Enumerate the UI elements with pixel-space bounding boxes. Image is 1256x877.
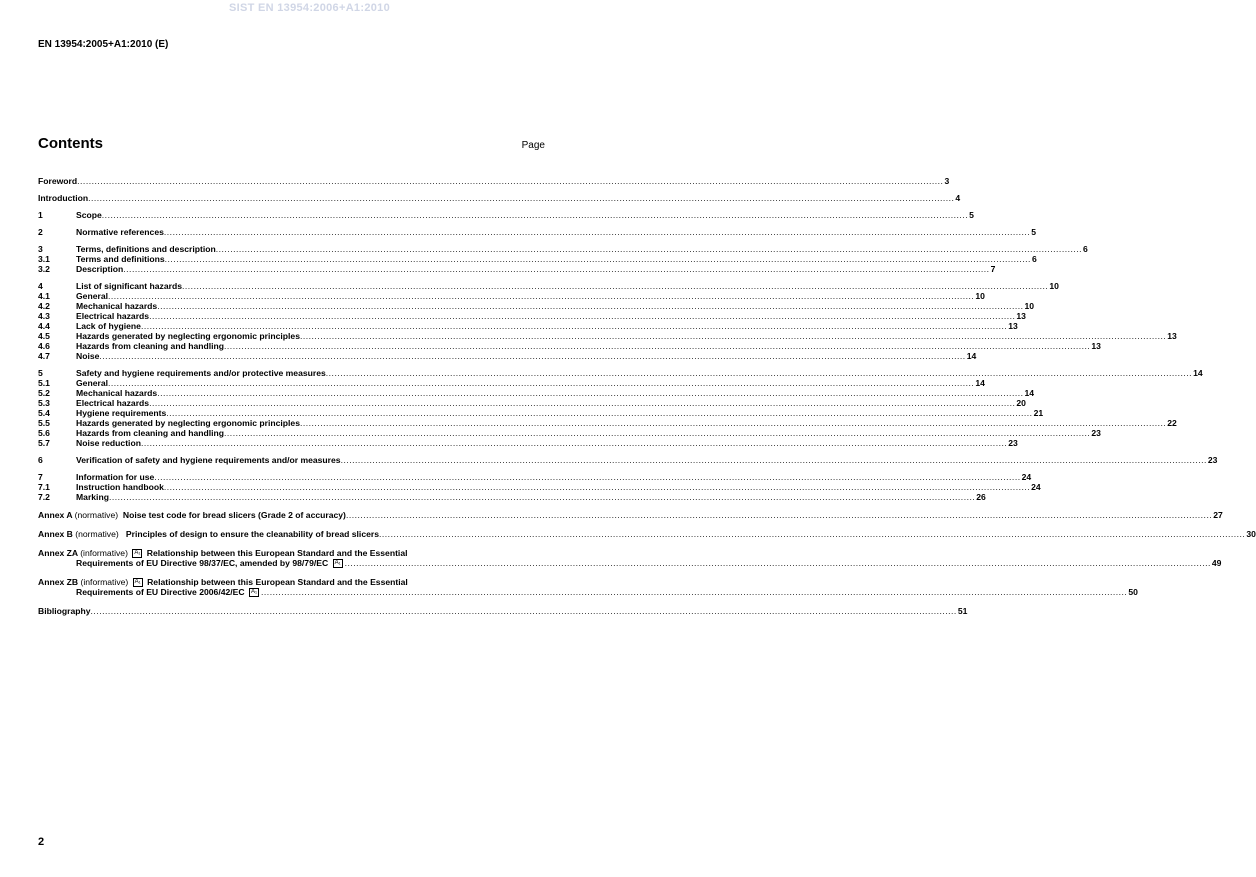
toc-entry-4-6[interactable]	[38, 341, 1101, 351]
toc-entry-3-1[interactable]	[38, 254, 1037, 264]
annex-title-line2: Requirements of EU Directive 2006/42/EC A₁	[76, 587, 258, 598]
toc-number: 1	[38, 210, 43, 220]
toc-entry-6[interactable]	[38, 455, 1218, 465]
dot-leader: ............................................................................................................................................................................................................................................................................................................	[90, 606, 957, 617]
toc-page: 14	[975, 378, 985, 388]
toc-entry-5-5[interactable]	[38, 418, 1177, 428]
toc-title: Hazards generated by neglecting ergonomic principles	[76, 331, 300, 341]
dot-leader: ............................................................................................................................................................................................................................................................................................................	[299, 331, 1167, 341]
toc-number: 7	[38, 472, 43, 482]
toc-number: 5.4	[38, 408, 50, 418]
toc-page: 24	[1031, 482, 1041, 492]
toc-page: 23	[1091, 428, 1101, 438]
page-column-label: Page	[521, 140, 545, 151]
dot-leader: ............................................................................................................................................................................................................................................................................................................	[345, 510, 1213, 520]
toc-page: 5	[1031, 227, 1036, 237]
dot-leader: ............................................................................................................................................................................................................................................................................................................	[163, 227, 1031, 237]
dot-leader: ............................................................................................................................................................................................................................................................................................................	[149, 311, 1016, 321]
toc-entry-introduction[interactable]	[38, 193, 961, 203]
toc-page: 13	[1167, 331, 1177, 341]
toc-number: 5.5	[38, 418, 50, 428]
toc-entry-5-2[interactable]	[38, 388, 1035, 398]
toc-page: 49	[1211, 558, 1222, 569]
toc-page: 30	[1246, 529, 1256, 539]
dot-leader: ............................................................................................................................................................................................................................................................................................................	[325, 368, 1193, 378]
toc-title: Description	[76, 264, 124, 274]
dot-leader: ............................................................................................................................................................................................................................................................................................................	[182, 281, 1049, 291]
amendment-start-icon: A₁	[134, 550, 141, 557]
annex-label: Annex ZA	[38, 548, 78, 558]
dot-leader: ............................................................................................................................................................................................................................................................................................................	[379, 529, 1246, 539]
dot-leader: ............................................................................................................................................................................................................................................................................................................	[163, 482, 1031, 492]
toc-title: Information for use	[76, 472, 155, 482]
annex-type: (normative)	[74, 510, 119, 520]
annex-title-continuation	[38, 558, 1222, 569]
toc-entry-annex-b[interactable]	[38, 529, 1256, 539]
toc-title: Terms, definitions and description	[76, 244, 216, 254]
toc-number: 7.1	[38, 482, 50, 492]
toc-entry-4-4[interactable]	[38, 321, 1018, 331]
toc-title: Terms and definitions	[76, 254, 165, 264]
dot-leader: ............................................................................................................................................................................................................................................................................................................	[166, 408, 1033, 418]
dot-leader: ............................................................................................................................................................................................................................................................................................................	[140, 438, 1008, 448]
annex-type: (informative)	[80, 577, 129, 588]
toc-title: Introduction	[38, 193, 89, 203]
amendment-end-icon: A₁	[334, 560, 341, 567]
toc-entry-3-2[interactable]	[38, 264, 996, 274]
annex-title: Principles of design to ensure the cleanability of bread slicers	[125, 529, 380, 539]
toc-page: 6	[1083, 244, 1088, 254]
toc-number: 4.3	[38, 311, 50, 321]
toc-entry-7-2[interactable]	[38, 492, 986, 502]
toc-entry-5-3[interactable]	[38, 398, 1026, 408]
toc-entry-7-1[interactable]	[38, 482, 1041, 492]
toc-entry-2[interactable]	[38, 227, 1036, 237]
toc-page: 20	[1016, 398, 1026, 408]
toc-title: Verification of safety and hygiene requirements and/or measures	[76, 455, 341, 465]
document-id: EN 13954:2005+A1:2010 (E)	[38, 39, 169, 50]
toc-number: 4.4	[38, 321, 50, 331]
toc-entry-4-7[interactable]	[38, 351, 977, 361]
toc-number: 7.2	[38, 492, 50, 502]
toc-entry-annex-a[interactable]	[38, 510, 1223, 520]
toc-entry-4-2[interactable]	[38, 301, 1035, 311]
dot-leader: ............................................................................................................................................................................................................................................................................................................	[149, 398, 1016, 408]
toc-entry-foreword[interactable]	[38, 176, 950, 186]
toc-entry-4-1[interactable]	[38, 291, 985, 301]
annex-heading	[38, 577, 545, 587]
dot-leader: ............................................................................................................................................................................................................................................................................................................	[299, 418, 1167, 428]
toc-title: Foreword	[38, 176, 78, 186]
toc-page: 23	[1207, 455, 1218, 465]
toc-title: Electrical hazards	[76, 398, 150, 408]
toc-number: 6	[38, 455, 43, 465]
toc-entry-4[interactable]	[38, 281, 1059, 291]
annex-title: Noise test code for bread slicers (Grade 2 of accuracy)	[122, 510, 346, 520]
toc-title: List of significant hazards	[76, 281, 183, 291]
toc-title: Normative references	[76, 227, 164, 237]
toc-entry-5-4[interactable]	[38, 408, 1044, 418]
toc-entry-annex-zb[interactable]	[38, 577, 1138, 598]
toc-title: Hygiene requirements	[76, 408, 167, 418]
dot-leader: ............................................................................................................................................................................................................................................................................................................	[340, 455, 1207, 465]
toc-number: 5.6	[38, 428, 50, 438]
toc-entry-4-3[interactable]	[38, 311, 1026, 321]
dot-leader: ............................................................................................................................................................................................................................................................................................................	[123, 264, 990, 274]
annex-title-line2: Requirements of EU Directive 98/37/EC, amended by 98/79/EC A₁	[76, 558, 341, 568]
toc-number: 5	[38, 368, 43, 378]
toc-title: Bibliography	[38, 606, 91, 617]
dot-leader: ............................................................................................................................................................................................................................................................................................................	[164, 254, 1031, 264]
contents-title: Contents	[38, 135, 103, 152]
toc-page: 7	[990, 264, 996, 274]
toc-number: 4.1	[38, 291, 50, 301]
toc-page: 4	[955, 193, 961, 203]
table-of-contents	[38, 176, 1256, 617]
toc-number: 4	[38, 281, 43, 291]
toc-number: 3	[38, 244, 43, 254]
toc-page: 6	[1031, 254, 1037, 264]
toc-page: 5	[969, 210, 974, 220]
toc-number: 5.2	[38, 388, 50, 398]
toc-number: 2	[38, 227, 43, 237]
dot-leader: ............................................................................................................................................................................................................................................................................................................	[88, 193, 955, 203]
annex-title: Relationship between this European Standard and the Essential	[146, 548, 408, 558]
toc-title: Mechanical hazards	[76, 301, 158, 311]
toc-title: Electrical hazards	[76, 311, 150, 321]
dot-leader: ............................................................................................................................................................................................................................................................................................................	[157, 301, 1024, 311]
toc-title: Mechanical hazards	[76, 388, 158, 398]
dot-leader: ............................................................................................................................................................................................................................................................................................................	[215, 244, 1083, 254]
toc-entry-5-6[interactable]	[38, 428, 1101, 438]
dot-leader: ............................................................................................................................................................................................................................................................................................................	[101, 210, 969, 220]
dot-leader: ............................................................................................................................................................................................................................................................................................................	[224, 341, 1091, 351]
dot-leader: ............................................................................................................................................................................................................................................................................................................	[344, 558, 1211, 569]
toc-title	[38, 510, 346, 520]
toc-entry-annex-za[interactable]	[38, 548, 1222, 569]
toc-page: 3	[944, 176, 950, 186]
toc-page: 10	[1024, 301, 1035, 311]
toc-page: 27	[1213, 510, 1223, 520]
toc-page: 26	[976, 492, 986, 502]
toc-entry-1[interactable]	[38, 210, 974, 220]
annex-title-continuation	[38, 587, 1138, 598]
toc-page: 23	[1008, 438, 1018, 448]
amendment-end-icon: A₁	[251, 589, 258, 596]
toc-number: 5.3	[38, 398, 50, 408]
toc-title: Hazards from cleaning and handling	[76, 428, 225, 438]
toc-number: 3.2	[38, 264, 50, 274]
toc-number: 3.1	[38, 254, 50, 264]
toc-title	[38, 529, 379, 539]
annex-type: (informative)	[80, 548, 128, 558]
dot-leader: ............................................................................................................................................................................................................................................................................................................	[108, 378, 975, 388]
toc-page: 50	[1128, 587, 1138, 598]
toc-title: Safety and hygiene requirements and/or protective measures	[76, 368, 326, 378]
toc-entry-5[interactable]	[38, 368, 1203, 378]
annex-type: (normative)	[75, 529, 119, 539]
toc-entry-bibliography[interactable]	[38, 606, 968, 617]
toc-number: 5.1	[38, 378, 50, 388]
dot-leader: ............................................................................................................................................................................................................................................................................................................	[77, 176, 944, 186]
dot-leader: ............................................................................................................................................................................................................................................................................................................	[157, 388, 1024, 398]
toc-page: 10	[975, 291, 985, 301]
annex-heading	[38, 548, 545, 558]
toc-title: Hazards generated by neglecting ergonomic principles	[76, 418, 300, 428]
toc-entry-7[interactable]	[38, 472, 1032, 482]
toc-number: 4.6	[38, 341, 50, 351]
toc-page: 13	[1008, 321, 1018, 331]
dot-leader: ............................................................................................................................................................................................................................................................................................................	[108, 492, 976, 502]
toc-page: 24	[1021, 472, 1032, 482]
toc-page: 13	[1091, 341, 1101, 351]
toc-entry-5-1[interactable]	[38, 378, 985, 388]
toc-title: Noise	[76, 351, 100, 361]
watermark: SIST EN 13954:2006+A1:2010	[229, 2, 390, 14]
toc-number: 4.7	[38, 351, 50, 361]
toc-entry-4-5[interactable]	[38, 331, 1177, 341]
annex-label: Annex ZB	[38, 577, 79, 588]
toc-page: 10	[1049, 281, 1059, 291]
toc-entry-3[interactable]	[38, 244, 1088, 254]
page-number: 2	[38, 836, 45, 848]
toc-title: Hazards from cleaning and handling	[76, 341, 225, 351]
toc-number: 4.5	[38, 331, 50, 341]
toc-title: Noise reduction	[76, 438, 141, 448]
toc-page: 22	[1167, 418, 1177, 428]
toc-page: 14	[1024, 388, 1035, 398]
annex-label: Annex A	[38, 510, 73, 520]
toc-title: Lack of hygiene	[76, 321, 141, 331]
toc-page: 13	[1016, 311, 1026, 321]
toc-page: 14	[1193, 368, 1203, 378]
toc-number: 4.2	[38, 301, 50, 311]
dot-leader: ............................................................................................................................................................................................................................................................................................................	[154, 472, 1021, 482]
toc-number: 5.7	[38, 438, 50, 448]
annex-title: Relationship between this European Standard and the Essential	[147, 577, 408, 588]
annex-label: Annex B	[38, 529, 73, 539]
toc-title: Instruction handbook	[76, 482, 164, 492]
dot-leader: ............................................................................................................................................................................................................................................................................................................	[261, 587, 1128, 598]
toc-entry-5-7[interactable]	[38, 438, 1018, 448]
toc-page: 14	[966, 351, 977, 361]
dot-leader: ............................................................................................................................................................................................................................................................................................................	[224, 428, 1091, 438]
dot-leader: ............................................................................................................................................................................................................................................................................................................	[140, 321, 1008, 331]
toc-title: General	[76, 291, 109, 301]
dot-leader: ............................................................................................................................................................................................................................................................................................................	[99, 351, 966, 361]
dot-leader: ............................................................................................................................................................................................................................................................................................................	[108, 291, 975, 301]
amendment-start-icon: A₁	[134, 579, 141, 586]
toc-title: General	[76, 378, 109, 388]
toc-title: Scope	[76, 210, 102, 220]
toc-title: Marking	[76, 492, 109, 502]
toc-page: 51	[957, 606, 968, 617]
toc-page: 21	[1033, 408, 1044, 418]
